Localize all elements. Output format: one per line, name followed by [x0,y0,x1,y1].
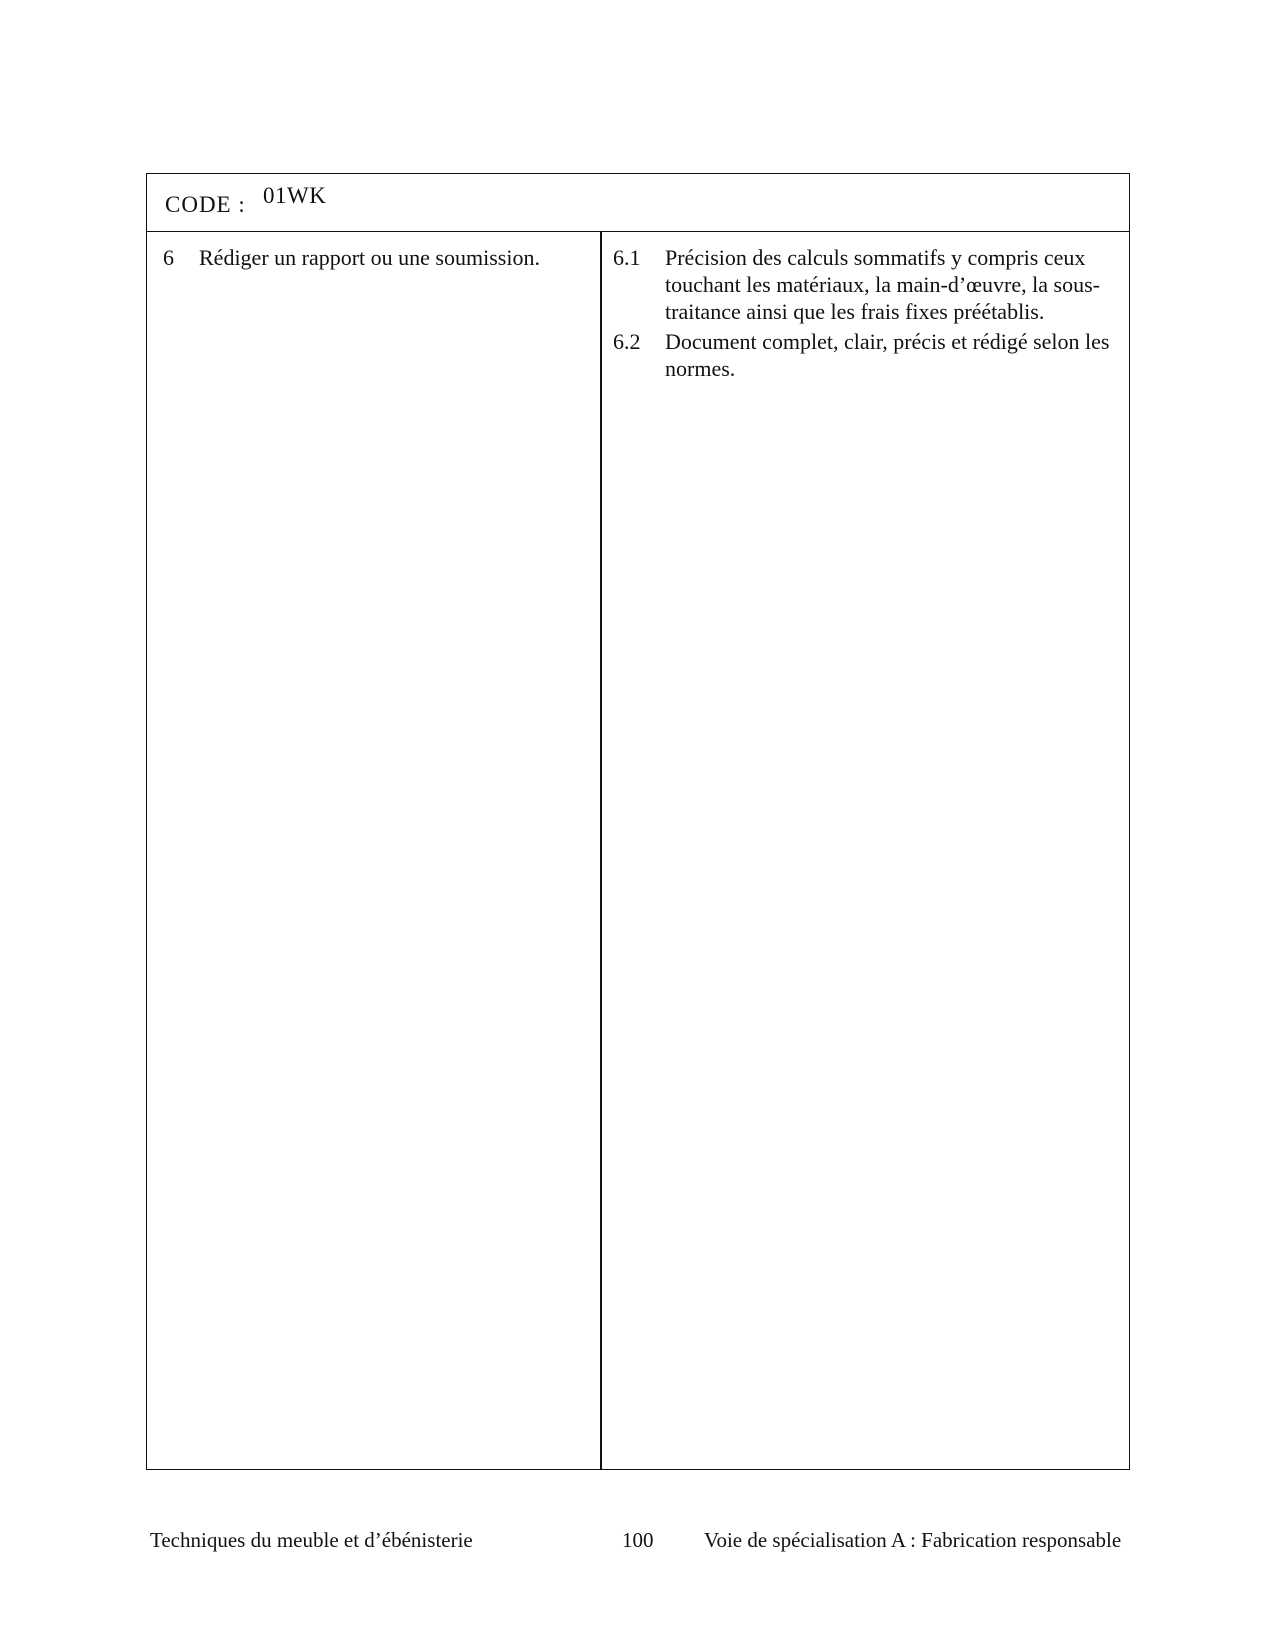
criterion-item [613,328,1118,382]
element-text: Rédiger un rapport ou une soumission. [199,245,540,270]
element-number: 6 [163,245,174,270]
code-label: CODE : [165,192,246,217]
footer-program-title: Techniques du meuble et d’ébénisterie [150,1528,473,1552]
criterion-text: Précision des calculs sommatifs y compris ceux touchant les matériaux, la main-d’œuvre, la sous-traitance ainsi que les frais fixes préétablis. [665,245,1100,324]
column-divider [600,232,602,1469]
criterion-text: Document complet, clair, précis et rédigé selon les normes. [665,329,1110,381]
code-row [147,174,1129,232]
criterion-number: 6.1 [613,245,641,270]
code-value: 01WK [263,183,327,208]
criteria-column [613,244,1118,385]
page-number: 100 [622,1528,654,1552]
footer-specialization: Voie de spécialisation A : Fabrication responsable [704,1528,1122,1552]
criterion-item [613,244,1118,325]
criterion-number: 6.2 [613,329,641,354]
competency-table [146,173,1130,1470]
